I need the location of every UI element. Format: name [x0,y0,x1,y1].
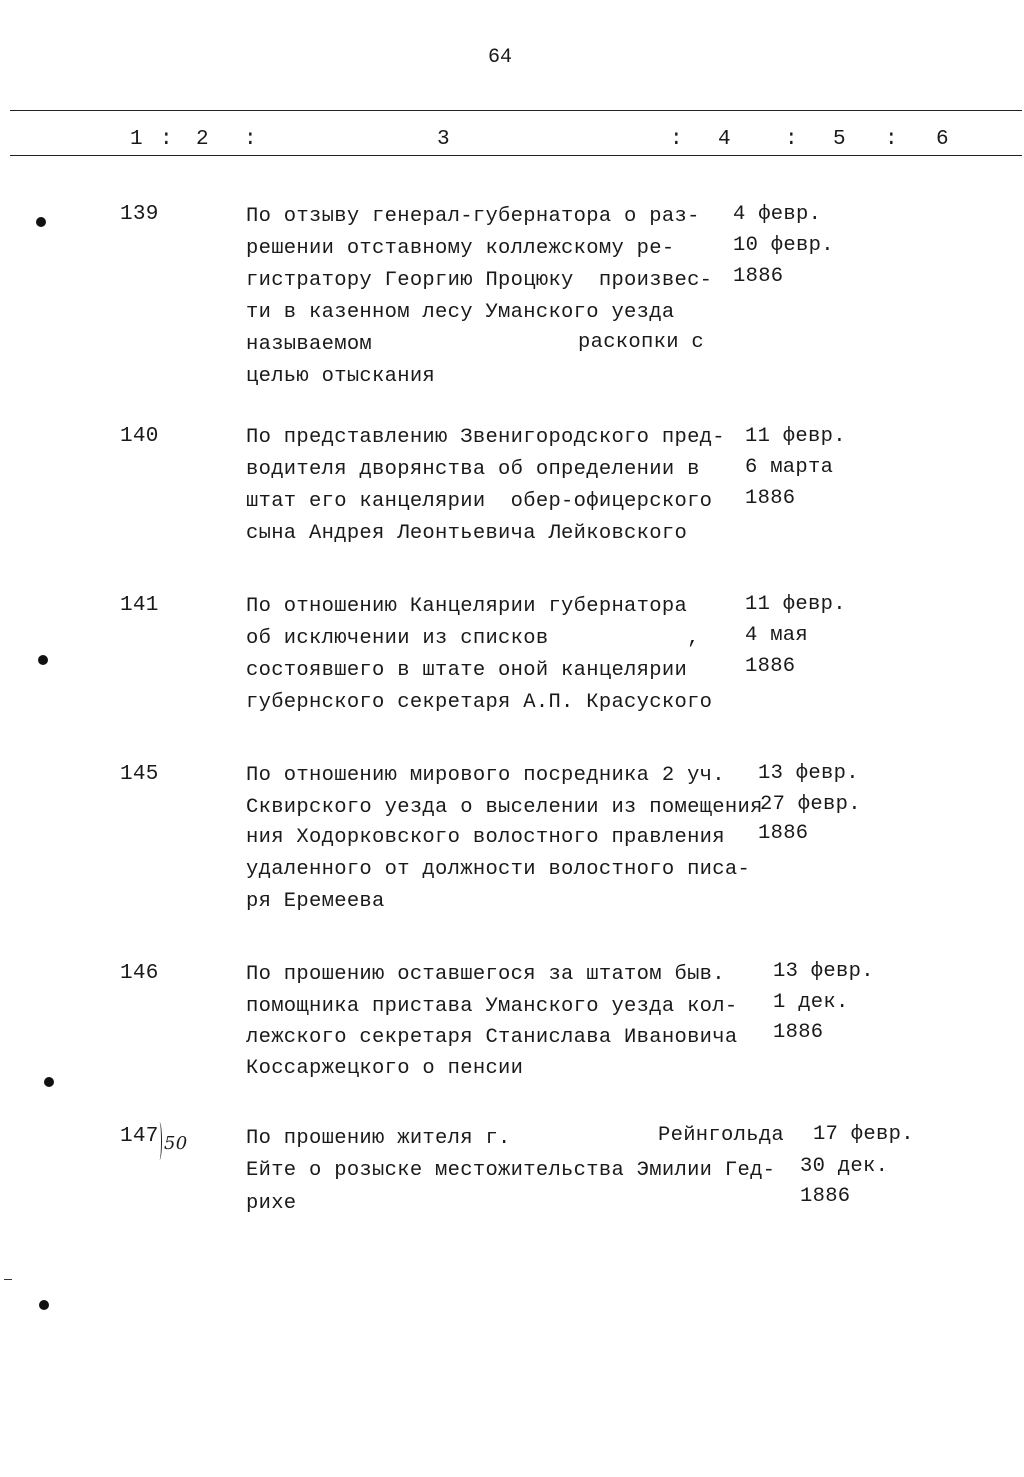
entry-text-line: помощника пристава Уманского уезда кол- [246,995,738,1018]
entry-text-line: раскопки с [578,331,705,354]
entry-date: 10 февр. [733,234,834,257]
column-separator: : [885,128,898,151]
entry-text-line: называемом [246,333,373,356]
entry-number: 147 [120,1125,159,1148]
entry-date: 27 февр. [760,793,861,816]
header-bottom-rule [10,155,1022,156]
entry-text-line: По прошению оставшегося за штатом быв. [246,963,725,986]
column-header-5: 5 [833,128,846,151]
column-separator: : [670,128,683,151]
entry-date: 11 февр. [745,425,846,448]
column-separator: : [785,128,798,151]
entry-date: 1886 [773,1021,824,1044]
entry-text-line: По отношению Канцелярии губернатора [246,595,688,618]
entry-date: 1 дек. [773,991,849,1014]
entry-text-line: ря Еремеева [246,890,385,913]
entry-number: 139 [120,203,159,226]
entry-date: 13 февр. [758,762,859,785]
entry-text-line: По отзыву генерал-губернатора о раз- [246,205,700,228]
entry-text-line: гистратору Георгию Процюку произвес- [246,269,713,292]
entry-date: 13 февр. [773,960,874,983]
entry-text-line: Ейте о розыске местожительства Эмилии Гед- [246,1159,776,1182]
entry-text-line: Сквирского уезда о выселении из помещения [246,796,763,819]
header-top-rule [10,110,1022,111]
entry-date: 1886 [745,487,796,510]
entry-text-line: По представлению Звенигородского пред- [246,426,725,449]
entry-text-line: штат его канцелярии обер-офицерского [246,490,713,513]
binder-hole-mark [36,217,46,227]
handwritten-bracket [157,1122,162,1160]
entry-text-line: ти в казенном лесу Уманского уезда [246,301,675,324]
column-header-1: 1 [130,128,143,151]
entry-text-line: сына Андрея Леонтьевича Лейковского [246,522,688,545]
entry-text-line: решении отставному коллежскому ре- [246,237,675,260]
binder-hole-mark [44,1077,54,1087]
entry-text-line: водителя дворянства об определении в [246,458,700,481]
entry-text-line: удаленного от должности волостного писа- [246,858,751,881]
entry-number: 145 [120,763,159,786]
entry-date: 1886 [745,655,796,678]
handwritten-annotation: 50 [164,1133,188,1154]
entry-text-line: По прошению жителя г. [246,1127,511,1150]
entry-text-line: губернского секретаря А.П. Красуского [246,691,713,714]
entry-date: 1886 [758,822,809,845]
entry-date: 1886 [733,265,784,288]
entry-number: 141 [120,594,159,617]
entry-date: 30 дек. [800,1155,889,1178]
entry-text-line: ния Ходорковского волостного правления [246,826,725,849]
entry-text-line: рихе [246,1192,297,1215]
column-header-6: 6 [936,128,949,151]
entry-text-line: об исключении из списков , [246,627,700,650]
binder-hole-mark [39,1300,49,1310]
column-header-4: 4 [718,128,731,151]
page-number: 64 [488,46,513,69]
entry-text-line: По отношению мирового посредника 2 уч. [246,764,725,787]
entry-date: 17 февр. [813,1123,914,1146]
entry-date: 4 февр. [733,203,822,226]
binder-hole-mark [38,655,48,665]
entry-date: 1886 [800,1185,851,1208]
column-separator: : [244,128,257,151]
entry-date: 4 мая [745,624,809,647]
column-header-2: 2 [196,128,209,151]
entry-number: 146 [120,962,159,985]
entry-text-line: лежского секретаря Станислава Ивановича [246,1026,738,1049]
column-header-3: 3 [437,128,450,151]
column-separator: : [160,128,173,151]
entry-date: 6 марта [745,456,834,479]
entry-number: 140 [120,425,159,448]
entry-date: 11 февр. [745,593,846,616]
margin-dash [4,1279,12,1280]
entry-text-line: целью отыскания [246,365,436,388]
entry-text-line: состоявшего в штате оной канцелярии [246,659,688,682]
entry-text-line: Коссаржецкого о пенсии [246,1057,524,1080]
entry-text-line: Рейнгольда [658,1124,785,1147]
